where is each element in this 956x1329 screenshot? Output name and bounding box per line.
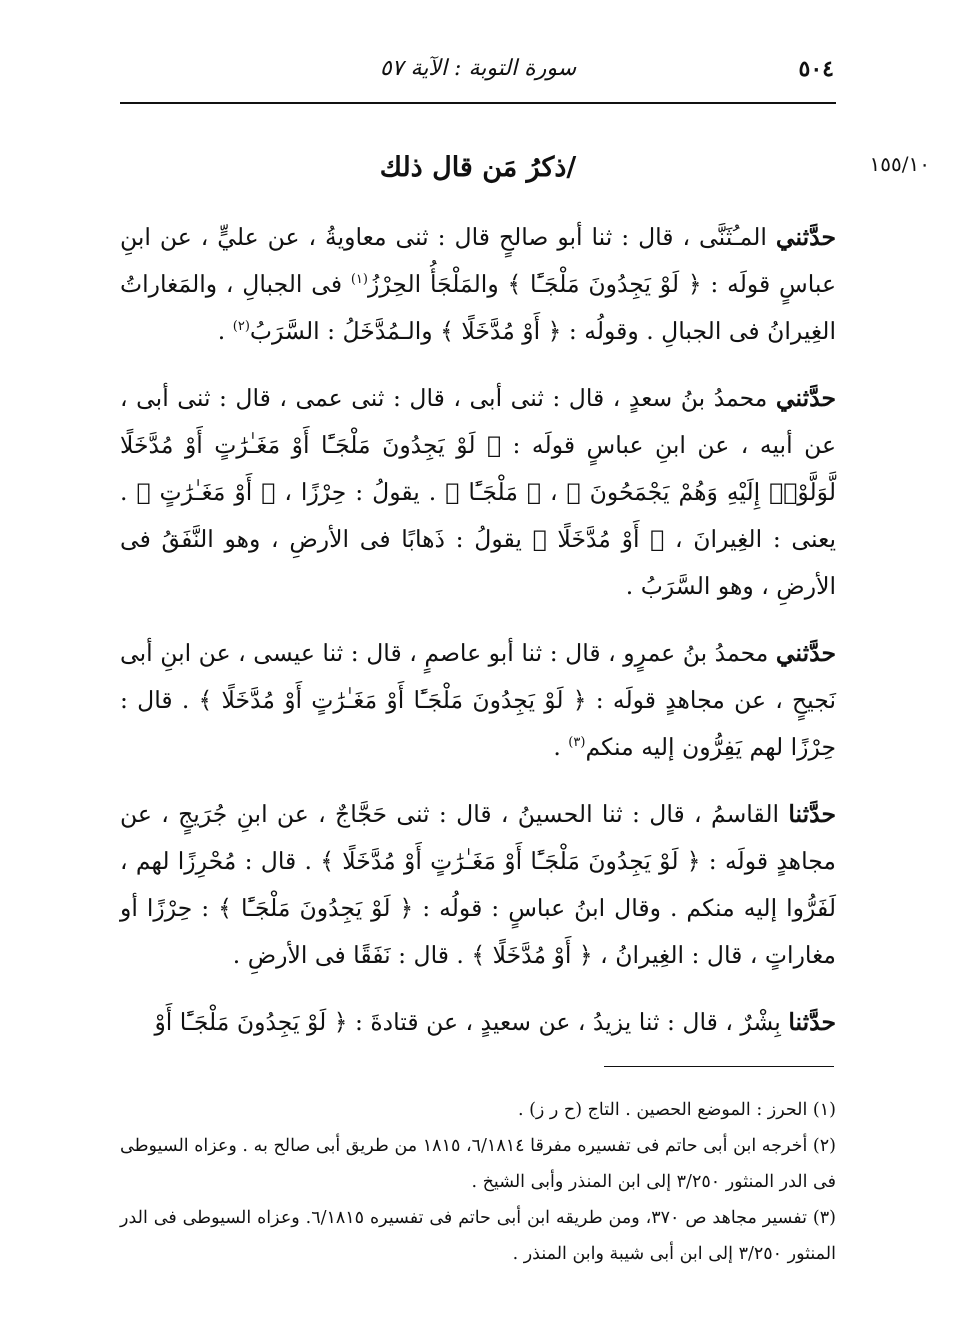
paragraph-text: محمدُ بنُ سعدٍ ، قال : ثنى أبى ، قال : ثنى عمى ، قال : ثنى أبى ، عن أبيه ، عن ابنِ عباسٍ قولَه : ﴿ لَوْ يَجِدُونَ مَلْجَـًٔا أَوْ مَغَـٰرَٰتٍ أَوْ مُدَّخَلًا لَّوَلَّوْا۟ إِلَيْهِ وَهُمْ يَجْمَحُونَ ﴾ ، ﴿ مَلْجَـًٔا ﴾ . يقولُ : حِرْزًا ، ﴿ أَوْ مَغَـٰرَٰتٍ ﴾ . يعنى : الغِيرانَ ، ﴿ أَوْ مُدَّخَلًا ﴾ يقولُ : ذَهابًا فى الأرضِ ، وهو النَّفَقُ فى الأرضِ ، وهو السَّرَبُ .: [120, 384, 836, 600]
paragraph-speaker: حدَّثني: [775, 384, 836, 412]
paragraph-speaker: حدَّثنا: [788, 1008, 836, 1036]
paragraph-speaker: حدَّثني: [775, 223, 836, 251]
paragraph: [120, 375, 836, 610]
paragraph-text: القاسمُ ، قال : ثنا الحسينُ ، قال : ثنى حَجَّاجٌ ، عن ابنِ جُرَيجٍ ، عن مجاهدٍ قولَه : ﴿ لَوْ يَجِدُونَ مَلْجَـًٔا أَوْ مَغَـٰرَٰتٍ أَوْ مُدَّخَلًا ﴾ . قال : مُحْرِزًا لهم ، لَفَرُّوا إليه منكم . وقال ابنُ عباسٍ : قولُه : ﴿ لَوْ يَجِدُونَ مَلْجَـًٔا ﴾ : حِرْزًا أو مغاراتٍ ، قال : الغِيرانُ ، ﴿ أَوْ مُدَّخَلًا ﴾ . قال : نَفَقًا فى الأرضِ .: [120, 800, 836, 969]
paragraph-text: المـُثَنَّى ، قال : ثنا أبو صالحٍ قال : ثنى معاويةُ ، عن عليٍّ ، عن ابنِ عباسٍ قولَه : ﴿ لَوْ يَجِدُونَ مَلْجَـًٔا ﴾ والمَلْجَأُ الحِرْزُ: [120, 223, 836, 298]
paragraph-text: محمدُ بنُ عمرٍو ، قال : ثنا أبو عاصمٍ ، قال : ثنا عيسى ، عن ابنِ أبى نَجيحٍ ، عن مجاهدٍ قولَه : ﴿ لَوْ يَجِدُونَ مَلْجَـًٔا أَوْ مَغَـٰرَٰتٍ أَوْ مُدَّخَلًا ﴾ . قال : حِرْزًا لهم يَفِرُّون إليه منكم: [120, 639, 836, 761]
running-title: سورة التوبة : الآية ٥٧: [379, 56, 577, 81]
page-header: [122, 52, 834, 96]
margin-reference: ١٥٥/١٠: [869, 152, 930, 176]
paragraph: [120, 999, 836, 1046]
footnote-marker: (١): [350, 272, 368, 288]
main-text: [120, 214, 836, 1066]
paragraph: [120, 214, 836, 355]
footnote-marker: (٢): [232, 319, 250, 335]
paragraph: [120, 630, 836, 771]
footnote-marker: (٣): [568, 735, 586, 751]
paragraph-speaker: حدَّثني: [775, 639, 836, 667]
paragraph-text: بِشْرٌ ، قال : ثنا يزيدُ ، عن سعيدٍ ، عن قتادةَ : ﴿ لَوْ يَجِدُونَ مَلْجَـًٔا أَوْ: [154, 1008, 781, 1036]
paragraph-speaker: حدَّثنا: [788, 800, 836, 828]
footnotes: [120, 1092, 836, 1272]
paragraph-text: .: [217, 317, 233, 345]
paragraph-text: فى الجبالِ ، والمَغاراتُ الغِيرانُ فى الجبالِ . وقولُه : ﴿ أَوْ مُدَّخَلًا ﴾ والـمُدَّخَلُ : السَّرَبُ: [120, 270, 836, 345]
footnote: (٢) أخرجه ابن أبى حاتم فى تفسيره مفرقا ٦/١٨١٤، ١٨١٥ من طريق أبى صالح به . وعزاه السيوطى فى الدر المنثور ٣/٢٥٠ إلى ابن المنذر وأبى الشيخ .: [120, 1136, 836, 1192]
header-rule: [120, 102, 836, 104]
footnote: (١) الحرز : الموضع الحصين . التاج (ح ر ز) .: [517, 1100, 836, 1120]
paragraph: [120, 791, 836, 979]
footnote-rule: [604, 1066, 834, 1067]
paragraph-text: .: [553, 733, 569, 761]
section-heading: /ذكرُ مَن قال ذلك: [379, 152, 577, 183]
footnote: (٣) تفسير مجاهد ص ٣٧٠، ومن طريقه ابن أبى حاتم فى تفسيره ٦/١٨١٥. وعزاه السيوطى فى الدر المنثور ٣/٢٥٠ إلى ابن أبى شيبة وابن المنذر .: [120, 1208, 836, 1264]
page-number: ٥٠٤: [798, 56, 834, 82]
